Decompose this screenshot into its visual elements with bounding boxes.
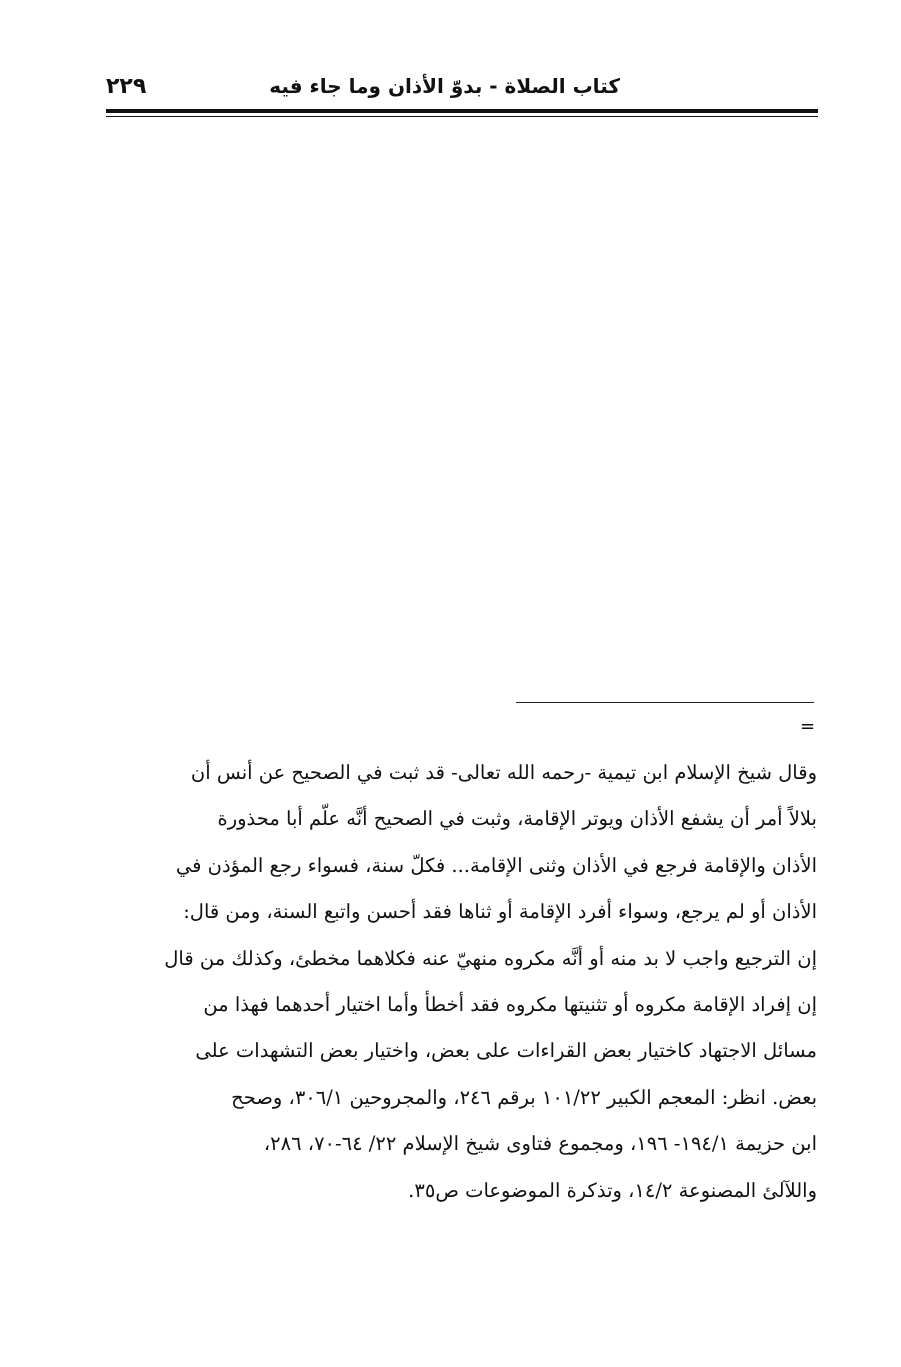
footnote-line: إن إفراد الإقامة مكروه أو تثنيتها مكروه فقد أخطأ وأما اختيار أحدهما فهذا من [203,992,817,1016]
footnote-line: إن الترجيع واجب لا بد منه أو أنَّه مكروه منهيّ عنه فكلاهما مخطئ، وكذلك من قال [164,946,817,970]
page-number: ٢٢٩ [106,74,147,99]
footnote-line: وقال شيخ الإسلام ابن تيمية -رحمه الله تعالى- قد ثبت في الصحيح عن أنس أن [190,761,817,784]
page-header [106,72,818,108]
header-rule-thin [106,116,818,117]
footnote-line: بلالاً أمر أن يشفع الأذان ويوتر الإقامة، وثبت في الصحيح أنَّه علّم أبا محذورة [217,807,817,831]
footnote-line: الأذان والإقامة فرجع في الأذان وثنى الإقامة... فكلّ سنة، فسواء رجع المؤذن في [175,853,817,877]
footnote-line: واللآلئ المصنوعة ١٤/٢، وتذكرة الموضوعات ص٣٥. [408,1178,817,1202]
footnote-line: الأذان أو لم يرجع، وسواء أفرد الإقامة أو ثناها فقد أحسن واتبع السنة، ومن قال: [183,900,817,924]
header-rule-thick [106,109,818,113]
footnote-line: بعض. انظر: المعجم الكبير ١٠١/٢٢ برقم ٢٤٦، والمجروحين ٣٠٦/١، وصحح [231,1085,817,1109]
footnote-line: ابن حزيمة ١٩٤/١- ١٩٦، ومجموع فتاوى شيخ الإسلام ٢٢/ ٦٤-٧٠، ٢٨٦، [263,1132,817,1156]
footnote-line: مسائل الاجتهاد كاختيار بعض القراءات على بعض، واختيار بعض التشهدات على [195,1039,817,1063]
footnote [104,750,817,1214]
footnote-separator [516,702,814,703]
footnote-continuation-mark: = [800,716,816,737]
running-title: كتاب الصلاة - بدوّ الأذان وما جاء فيه [269,74,620,98]
